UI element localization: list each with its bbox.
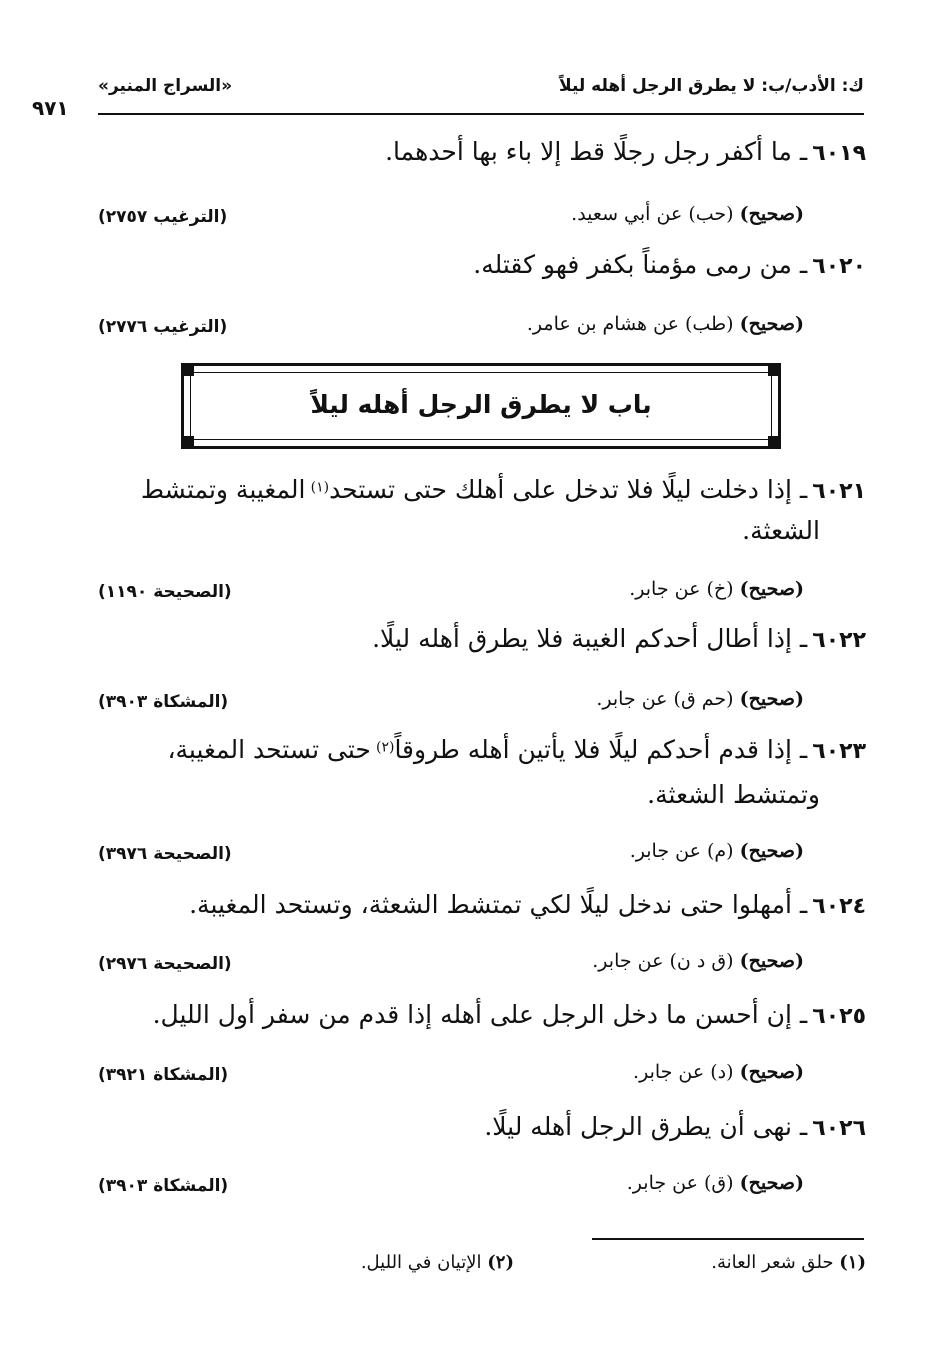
hadith-reference: (الصحيحة ٣٩٧٦) bbox=[98, 844, 232, 864]
grade-label: (صحيح) bbox=[739, 313, 804, 335]
footnote-marker: (١) bbox=[310, 479, 330, 496]
hadith-entry: ٦٠٢١ ـ إذا دخلت ليلًا فلا تدخل على أهلك حتى تستحد$^{(١)}$ المغيبة وتمتشط bbox=[140, 475, 866, 504]
hadith-reference: (المشكاة ٣٩٠٣) bbox=[98, 1176, 229, 1196]
hadith-text: أمهلوا حتى ندخل ليلًا لكي تمتشط الشعثة، وتستحد المغيبة. bbox=[189, 890, 792, 919]
source-text: (طب) عن هشام بن عامر. bbox=[526, 313, 734, 335]
grade-label: (صحيح) bbox=[739, 1172, 804, 1194]
hadith-number: ٦٠٢٦ bbox=[812, 1116, 866, 1141]
footnote-text: حلق شعر العانة. bbox=[711, 1252, 834, 1273]
hadith-reference: (المشكاة ٣٩٢١) bbox=[98, 1065, 229, 1085]
footnote-mark: (٢) bbox=[487, 1252, 514, 1273]
hadith-entry: ٦٠٢٤ ـ أمهلوا حتى ندخل ليلًا لكي تمتشط الشعثة، وتستحد المغيبة. bbox=[189, 890, 866, 919]
header-rule bbox=[98, 113, 864, 115]
hadith-reference: (الترغيب ٢٧٥٧) bbox=[98, 207, 228, 227]
footnote-marker: (٢) bbox=[375, 739, 395, 756]
hadith-reference: (الصحيحة ١١٩٠) bbox=[98, 582, 232, 602]
hadith-grade-line bbox=[627, 1172, 804, 1194]
hadith-entry: ٦٠٢٠ ـ من رمى مؤمناً بكفر فهو كقتله. bbox=[473, 250, 866, 279]
grade-label: (صحيح) bbox=[739, 950, 804, 972]
hadith-text: نهى أن يطرق الرجل أهله ليلًا. bbox=[484, 1112, 792, 1141]
hadith-reference: (الصحيحة ٢٩٧٦) bbox=[98, 954, 232, 974]
hadith-entry: ٦٠١٩ ـ ما أكفر رجل رجلًا قط إلا باء بها أحدهما. bbox=[385, 137, 866, 166]
source-text: (ق د ن) عن جابر. bbox=[592, 950, 734, 972]
hadith-grade-line bbox=[633, 1061, 804, 1083]
hadith-entry: ٦٠٢٢ ـ إذا أطال أحدكم الغيبة فلا يطرق أهله ليلًا. bbox=[372, 624, 866, 653]
hadith-entry: ٦٠٢٥ ـ إن أحسن ما دخل الرجل على أهله إذا قدم من سفر أول الليل. bbox=[152, 1000, 866, 1029]
hadith-number: ٦٠٢٢ bbox=[812, 628, 866, 653]
hadith-number: ٦٠٢٣ bbox=[812, 739, 866, 764]
footnote-text: الإتيان في الليل. bbox=[360, 1252, 482, 1273]
source-text: (حم ق) عن جابر. bbox=[596, 688, 734, 710]
chapter-title-box bbox=[181, 363, 781, 449]
grade-label: (صحيح) bbox=[739, 688, 804, 710]
hadith-number: ٦٠٢١ bbox=[812, 479, 866, 504]
source-text: (خ) عن جابر. bbox=[629, 578, 734, 600]
hadith-grade-line bbox=[592, 950, 804, 972]
page-number: ٩٧١ bbox=[32, 96, 69, 120]
grade-label: (صحيح) bbox=[739, 203, 804, 225]
source-text: (ق) عن جابر. bbox=[626, 1172, 734, 1194]
hadith-number: ٦٠٢٠ bbox=[812, 254, 866, 279]
source-text: (م) عن جابر. bbox=[629, 840, 734, 862]
running-header-chapter: ك: الأدب/ب: لا يطرق الرجل أهله ليلاً bbox=[559, 76, 864, 96]
hadith-number: ٦٠٢٥ bbox=[812, 1004, 866, 1029]
hadith-text-continued: حتى تستحد المغيبة، bbox=[167, 735, 371, 764]
hadith-number: ٦٠٢٤ bbox=[812, 894, 866, 919]
hadith-text-line2: الشعثة. bbox=[742, 516, 820, 545]
grade-label: (صحيح) bbox=[739, 1061, 804, 1083]
hadith-entry: ٦٠٢٣ ـ إذا قدم أحدكم ليلًا فلا يأتين أهله طروقاً$^{(٢)}$ حتى تستحد المغيبة، bbox=[167, 735, 866, 764]
hadith-grade-line bbox=[629, 578, 804, 600]
hadith-reference: (المشكاة ٣٩٠٣) bbox=[98, 692, 229, 712]
hadith-grade-line bbox=[527, 313, 804, 335]
chapter-title: باب لا يطرق الرجل أهله ليلاً bbox=[310, 390, 652, 419]
hadith-text: ما أكفر رجل رجلًا قط إلا باء بها أحدهما. bbox=[385, 137, 792, 166]
grade-label: (صحيح) bbox=[739, 578, 804, 600]
footnote-separator bbox=[592, 1238, 864, 1240]
hadith-text-line2: وتمتشط الشعثة. bbox=[647, 780, 820, 809]
hadith-text: إن أحسن ما دخل الرجل على أهله إذا قدم من سفر أول الليل. bbox=[152, 1000, 792, 1029]
footnote-mark: (١) bbox=[839, 1252, 866, 1273]
grade-label: (صحيح) bbox=[739, 840, 804, 862]
footnote-1 bbox=[711, 1252, 866, 1273]
hadith-text-continued: المغيبة وتمتشط bbox=[140, 475, 306, 504]
hadith-text: إذا دخلت ليلًا فلا تدخل على أهلك حتى تستحد bbox=[329, 475, 792, 504]
hadith-entry: ٦٠٢٦ ـ نهى أن يطرق الرجل أهله ليلًا. bbox=[484, 1112, 866, 1141]
hadith-text: إذا قدم أحدكم ليلًا فلا يأتين أهله طروقاً bbox=[394, 735, 792, 764]
hadith-grade-line bbox=[630, 840, 804, 862]
source-text: (د) عن جابر. bbox=[633, 1061, 734, 1083]
source-text: (حب) عن أبي سعيد. bbox=[571, 203, 734, 225]
hadith-grade-line bbox=[571, 203, 804, 225]
hadith-text: من رمى مؤمناً بكفر فهو كقتله. bbox=[473, 250, 792, 279]
hadith-reference: (الترغيب ٢٧٧٦) bbox=[98, 317, 228, 337]
hadith-number: ٦٠١٩ bbox=[812, 141, 866, 166]
running-header-book: «السراج المنير» bbox=[98, 76, 233, 96]
hadith-grade-line bbox=[596, 688, 804, 710]
hadith-text: إذا أطال أحدكم الغيبة فلا يطرق أهله ليلًا. bbox=[372, 624, 792, 653]
footnote-2 bbox=[361, 1252, 514, 1273]
